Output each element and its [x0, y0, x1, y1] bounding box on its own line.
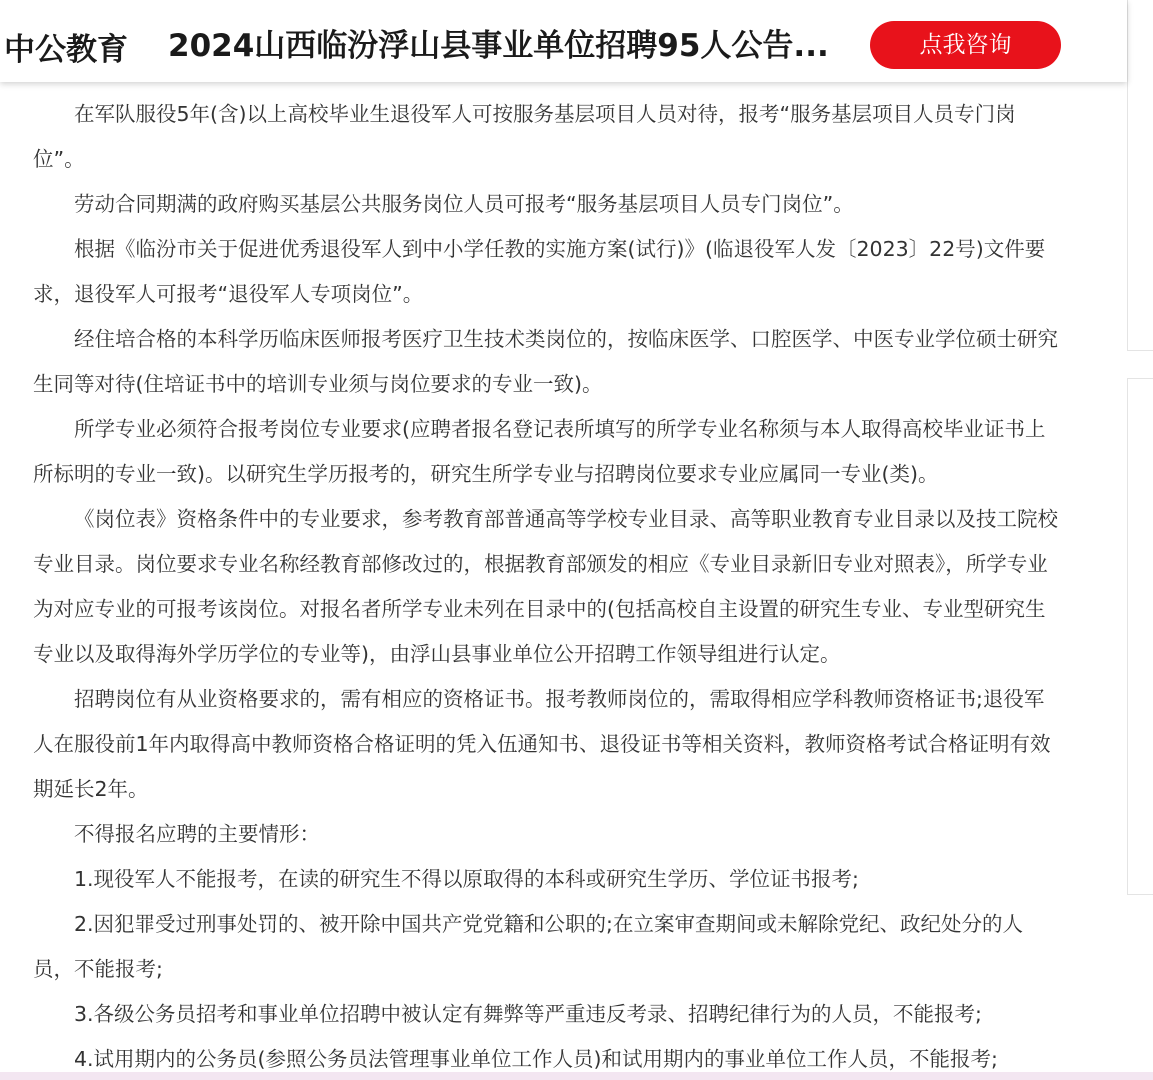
- article-paragraph: 招聘岗位有从业资格要求的，需有相应的资格证书。报考教师岗位的，需取得相应学科教师资格证书;退役军人在服役前1年内取得高中教师资格合格证明的凭入伍通知书、退役证书等相关资料，教师资格考试合格证明有效期延长2年。: [33, 687, 1051, 801]
- side-panel-middle: [1127, 378, 1153, 895]
- article-paragraph: 1.现役军人不能报考，在读的研究生不得以原取得的本科或研究生学历、学位证书报考;: [74, 867, 859, 891]
- page-title: 2024山西临汾浮山县事业单位招聘95人公告...: [168, 28, 829, 64]
- article-paragraph: 所学专业必须符合报考岗位专业要求(应聘者报名登记表所填写的所学专业名称须与本人取得高校毕业证书上所标明的专业一致)。以研究生学历报考的，研究生所学专业与招聘岗位要求专业应属同一专业(类)。: [33, 417, 1046, 486]
- article-paragraph: 2.因犯罪受过刑事处罚的、被开除中国共产党党籍和公职的;在立案审查期间或未解除党纪、政纪处分的人员，不能报考;: [33, 912, 1023, 981]
- article-paragraph: 4.试用期内的公务员(参照公务员法管理事业单位工作人员)和试用期内的事业单位工作人员，不能报考;: [74, 1047, 998, 1071]
- article-paragraph: 根据《临汾市关于促进优秀退役军人到中小学任教的实施方案(试行)》(临退役军人发〔2023〕22号)文件要求，退役军人可报考“退役军人专项岗位”。: [33, 237, 1046, 306]
- article-paragraph: 不得报名应聘的主要情形：: [74, 822, 320, 846]
- header-bar: [0, 0, 1127, 82]
- brand-logo[interactable]: 中公教育: [4, 32, 128, 68]
- bottom-strip: [0, 1072, 1153, 1080]
- article-paragraph: 《岗位表》资格条件中的专业要求，参考教育部普通高等学校专业目录、高等职业教育专业目录以及技工院校专业目录。岗位要求专业名称经教育部修改过的，根据教育部颁发的相应《专业目录新旧专业对照表》，所学专业为对应专业的可报考该岗位。对报名者所学专业未列在目录中的(包括高校自主设置的研究生专业、专业型研究生专业以及取得海外学历学位的专业等)，由浮山县事业单位公开招聘工作领导组进行认定。: [33, 507, 1058, 666]
- side-panel-top: [1127, 0, 1153, 351]
- consult-button[interactable]: 点我咨询: [870, 21, 1061, 69]
- article-paragraph: 经住培合格的本科学历临床医师报考医疗卫生技术类岗位的，按临床医学、口腔医学、中医专业学位硕士研究生同等对待(住培证书中的培训专业须与岗位要求的专业一致)。: [33, 327, 1058, 396]
- article-paragraph: 劳动合同期满的政府购买基层公共服务岗位人员可报考“服务基层项目人员专门岗位”。: [74, 192, 854, 216]
- article-content: [33, 92, 1063, 1080]
- article-paragraph: 3.各级公务员招考和事业单位招聘中被认定有舞弊等严重违反考录、招聘纪律行为的人员，不能报考;: [74, 1002, 982, 1026]
- article-paragraph: 在军队服役5年(含)以上高校毕业生退役军人可按服务基层项目人员对待，报考“服务基层项目人员专门岗位”。: [33, 102, 1016, 171]
